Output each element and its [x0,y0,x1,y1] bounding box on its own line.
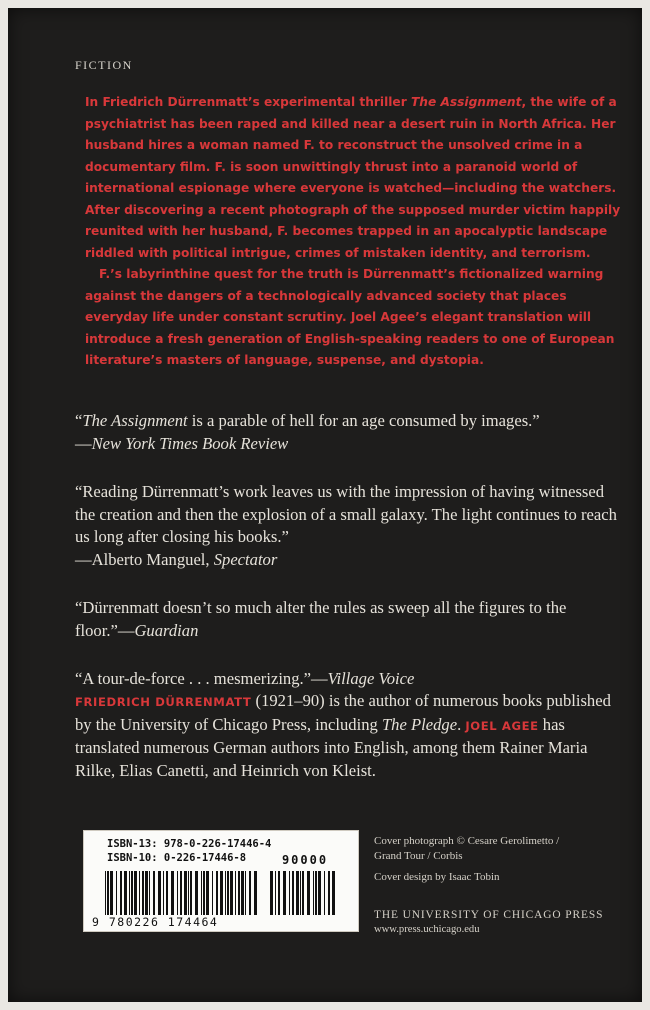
photo-credit-line-2: Grand Tour / Corbis [374,850,463,862]
barcode-bar [129,871,130,915]
barcode-bar [163,871,164,915]
review-quotes [75,410,625,717]
barcode-bar [278,871,280,915]
photo-credit-line-1: Cover photograph © Cesare Gerolimetto / [374,835,560,847]
barcode-bar [177,871,178,915]
barcode-bar [216,871,218,915]
barcode-bar [206,871,209,915]
barcode-bar [188,871,189,915]
barcode-bar [324,871,325,915]
design-credit: Cover design by Isaac Tobin [374,871,500,883]
barcode-bar [296,871,299,915]
barcode-bar [201,871,202,915]
barcode-bar [254,871,257,915]
isbn-barcode [83,830,359,932]
barcode-bar [235,871,236,915]
review-quote: “Reading Dürrenmatt’s work leaves us with the impression of having witnessed the creation and then the explosion of a small galaxy. The light continues to reach us long after closing his books.” —Alberto Manguel, Spectator [75,482,617,569]
barcode-bar [227,871,229,915]
barcode-bar [318,871,321,915]
barcode-bar [302,871,304,915]
barcode-bar [275,871,276,915]
barcode-bar [105,871,106,915]
barcode-bar [307,871,310,915]
barcode-bar [131,871,133,915]
barcode-bar [110,871,113,915]
barcode-bar [134,871,137,915]
barcode-bar [149,871,150,915]
barcode-bar [328,871,330,915]
quote-source: Village Voice [327,669,415,688]
barcode-bar [238,871,240,915]
barcode-bar [270,871,273,915]
barcode-bar [315,871,317,915]
price-barcode-bars [270,871,338,915]
review-quote: “Dürrenmatt doesn’t so much alter the rules as sweep all the figures to the floor.”—Guardian [75,598,567,640]
author-bio: FRIEDRICH DÜRRENMATT (1921–90) is the author of numerous books published by the University of Chicago Press, including The Pledge. JOEL AGEE has translated numerous German authors into English, among them Rainer Maria Rilke, Elias Canetti, and Heinrich von Kleist. [75,691,611,780]
barcode-bar [313,871,314,915]
barcode-bar [124,871,127,915]
review-quote: “The Assignment is a parable of hell for an age consumed by images.” —New York Times Book Review [75,411,540,453]
book-back-cover [8,8,642,1002]
barcode-bar [166,871,168,915]
barcode-bar [180,871,182,915]
barcode-digits: 9 780226 174464 [92,915,219,929]
publisher-name: THE UNIVERSITY OF CHICAGO PRESS [374,909,604,921]
barcode-bar [158,871,161,915]
barcode-bar [230,871,233,915]
barcode-bar [120,871,122,915]
barcode-bar [107,871,109,915]
barcode-bar [195,871,198,915]
barcode-bar [190,871,192,915]
synopsis-paragraph-2: F.’s labyrinthine quest for the truth is Dürrenmatt’s fictionalized warning against the dangers of a technologically advanced society that places everyday life under constant scrutiny. Joel Agee’s elegant translation will introduce a fresh generation of English-speaking readers to one of European literature’s masters of language, suspense, and dystopia. [85,267,615,367]
barcode-bar [184,871,187,915]
quote-source: New York Times Book Review [91,433,289,453]
synopsis-paragraph-1: In Friedrich Dürrenmatt’s experimental thriller The Assignment, the wife of a psychiatrist has been raped and killed near a desert ruin in North Africa. Her husband hires a woman named F. to reconstruct the unsolved crime in a documentary film. F. is soon unwittingly thrust into a paranoid world of international espionage where everyone is watched—including the watchers. After discovering a recent photograph of the supposed murder victim happily reunited with her husband, F. becomes trapped in an apocalyptic landscape riddled with political intrigue, crimes of mistaken identity, and terrorism. [85,95,621,260]
barcode-bar [139,871,140,915]
barcode-bar [332,871,335,915]
barcode-bar [220,871,223,915]
barcode-bar [241,871,244,915]
barcode-bar [203,871,205,915]
synopsis [85,92,625,372]
translator-name: JOEL AGEE [465,718,539,733]
barcode-bar [289,871,290,915]
barcode-bar [225,871,226,915]
barcode-bar [142,871,144,915]
barcode-bar [153,871,155,915]
isbn-10: ISBN-10: 0-226-17446-8 [107,852,247,864]
barcode-bars [105,871,260,915]
barcode-bar [292,871,294,915]
publisher-info [374,909,634,935]
barcode-bar [245,871,246,915]
barcode-bar [116,871,117,915]
category-label: FICTION [75,58,133,72]
book-title: The Assignment [410,95,522,109]
barcode-bar [212,871,213,915]
isbn-13: ISBN-13: 978-0-226-17446-4 [107,838,272,850]
barcode-bar [171,871,174,915]
cover-credits [374,834,634,885]
review-quote: “A tour-de-force . . . mesmerizing.”—Village Voice [75,669,415,688]
barcode-bar [249,871,251,915]
author-name: FRIEDRICH DÜRRENMATT [75,695,252,709]
quote-source: Spectator [213,549,278,569]
barcode-bar [300,871,301,915]
publisher-url[interactable]: www.press.uchicago.edu [374,924,480,935]
price-code: 90000 [281,853,329,867]
quote-source: Guardian [134,620,199,640]
barcode-bar [283,871,286,915]
barcode-bar [145,871,148,915]
